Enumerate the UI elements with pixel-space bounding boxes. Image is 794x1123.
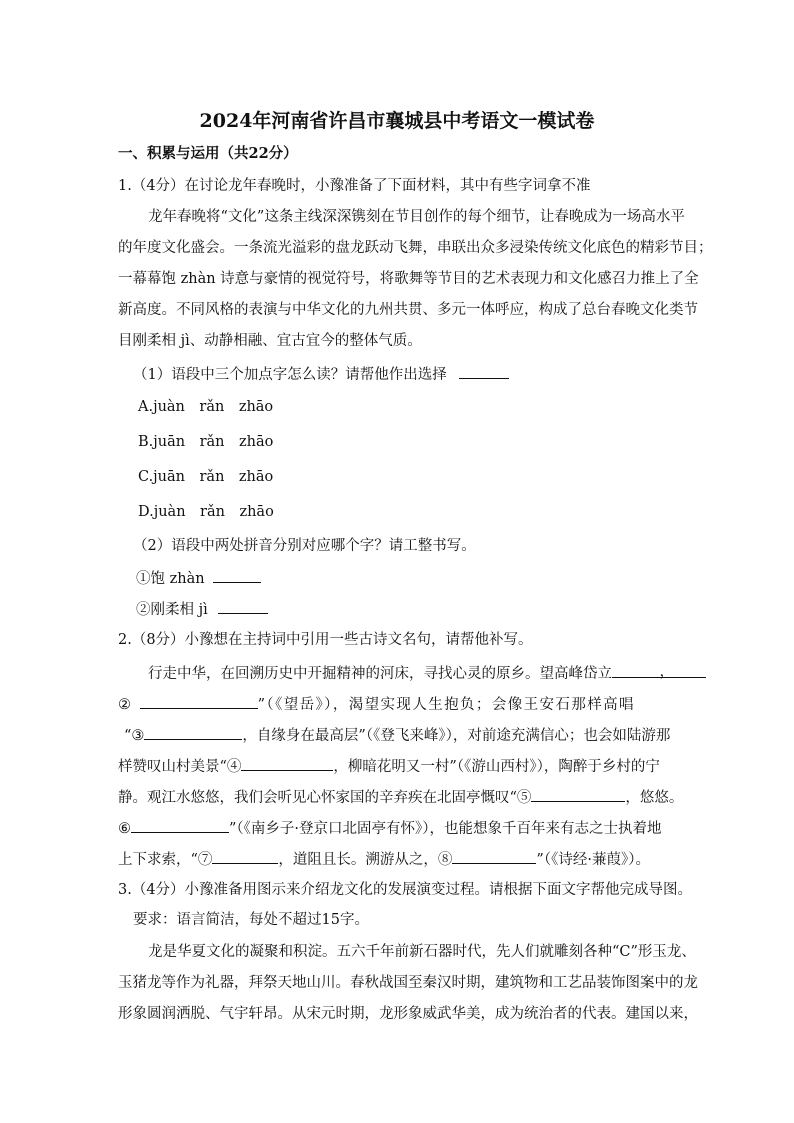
q2-line-2-text: ”（《望岳》），渴望实现人生抱负；会像王安石那样高唱 — [257, 697, 635, 713]
q2-blank-6[interactable] — [131, 817, 229, 833]
q2-line-4 — [118, 755, 660, 777]
q1-blank-1-label: ①饱 zhàn — [136, 571, 205, 587]
q1-blank-2[interactable] — [218, 598, 268, 614]
q1-sub1-answer-blank[interactable] — [459, 363, 509, 379]
q2-blank-2[interactable] — [140, 693, 258, 709]
q1-sub-question-2: （2）语段中两处拼音分别对应哪个字？请工整书写。 — [133, 538, 476, 554]
q1-passage-line-4: 新高度。不同风格的表演与中华文化的九州共贯、多元一体呼应，构成了总台春晚文化类节 — [118, 302, 698, 318]
q2-line-3-text: ，自缘身在最高层”（《登飞来峰》），对前途充满信心；也会如陆游那 — [242, 728, 671, 744]
q2-line-6-text: ”（《南乡子·登京口北固亭有怀》），也能想象千百年来有志之士执着地 — [229, 821, 662, 837]
q2-line-3 — [124, 724, 670, 746]
q1-blank-2-row — [136, 598, 268, 620]
q2-line-2-num: ② — [118, 697, 131, 713]
q1-option-d[interactable]: D.juàn rǎn zhāo — [138, 504, 274, 520]
q2-line-3-num: “③ — [124, 728, 145, 744]
q2-line-1-text: 行走中华，在回溯历史中开掘精神的河床，寻找心灵的原乡。望高峰岱立 — [148, 666, 612, 682]
exam-title: 2024年河南省许昌市襄城县中考语文一模试卷 — [199, 110, 595, 132]
q2-line-1: 行走中华，在回溯历史中开掘精神的河床，寻找心灵的原乡。望高峰岱立 ， — [148, 662, 674, 684]
section-heading: 一、积累与运用（共22分） — [118, 145, 298, 162]
q2-blank-4[interactable] — [241, 755, 333, 771]
q1-blank-1-row — [136, 567, 261, 589]
q2-line-5 — [118, 786, 683, 808]
q1-sub1-text: （1）语段中三个加点字怎么读？请帮他作出选择 — [133, 367, 447, 383]
q2-blank-7[interactable] — [212, 848, 278, 864]
q2-line-5-text-b: ，悠悠。 — [625, 790, 684, 806]
q3-passage-line-1: 龙是华夏文化的凝聚和积淀。五六千年前新石器时代，先人们就雕刻各种“C”形玉龙、 — [148, 944, 696, 960]
q3-passage-line-2: 玉猪龙等作为礼器，拜祭天地山川。春秋战国至秦汉时期，建筑物和工艺品装饰图案中的龙 — [118, 975, 698, 991]
q1-passage-line-3: 一幕幕饱 zhàn 诗意与豪情的视觉符号，将歌舞等节目的艺术表现力和文化感召力推上了全 — [118, 271, 699, 287]
q2-line-6 — [118, 817, 662, 839]
q2-blank-8[interactable] — [452, 848, 536, 864]
q1-sub-question-1 — [133, 363, 509, 385]
q2-line-5-text-a: 静。观江水悠悠，我们会听见心怀家国的辛弃疾在北固亭慨叹“⑤ — [118, 790, 532, 806]
q1-option-b[interactable]: B.juān rǎn zhāo — [138, 434, 274, 450]
q1-passage-line-5: 目刚柔相 jì、动静相融、宜古宜今的整体气质。 — [118, 333, 422, 349]
q2-line-7-text-b: ，道阻且长。溯游从之，⑧ — [278, 852, 453, 868]
q1-blank-2-label: ②刚柔相 jì — [136, 602, 208, 618]
q1-blank-1[interactable] — [213, 567, 261, 583]
question-2-stem: 2.（8分）小豫想在主持词中引用一些古诗文名句，请帮他补写。 — [118, 632, 533, 648]
q1-option-a[interactable]: A.juàn rǎn zhāo — [138, 399, 274, 415]
q3-requirement: 要求：语言简洁，每处不超过15字。 — [133, 912, 369, 928]
q1-option-c[interactable]: C.juān rǎn zhāo — [138, 469, 274, 485]
q1-passage-line-2: 的年度文化盛会。一条流光溢彩的盘龙跃动飞舞，串联出众多浸染传统文化底色的精彩节目； — [118, 240, 713, 256]
q1-passage-line-1: 龙年春晚将“文化”这条主线深深镌刻在节目创作的每个细节，让春晚成为一场高水平 — [148, 209, 685, 225]
q2-line-6-num: ⑥ — [118, 821, 131, 837]
question-1-stem: 1.（4分）在讨论龙年春晚时，小豫准备了下面材料，其中有些字词拿不准 — [118, 178, 591, 194]
question-3-stem: 3.（4分）小豫准备用图示来介绍龙文化的发展演变过程。请根据下面文字帮他完成导图。 — [118, 882, 693, 898]
q2-blank-5[interactable] — [531, 786, 625, 802]
q2-line-4-text-b: ，柳暗花明又一村”（《游山西村》），陶醉于乡村的宁 — [333, 759, 660, 775]
q3-passage-line-3: 形象圆润洒脱、气宇轩昂。从宋元时期，龙形象威武华美，成为统治者的代表。建国以来， — [118, 1006, 698, 1022]
q2-blank-3[interactable] — [144, 724, 242, 740]
q2-line-2 — [118, 693, 635, 715]
q2-line-7-text-a: 上下求索，“⑦ — [118, 852, 213, 868]
q2-line-7 — [118, 848, 650, 870]
q2-line-4-text-a: 样赞叹山村美景“④ — [118, 759, 242, 775]
q2-line-7-text-c: ”（《诗经·蒹葭》）。 — [536, 852, 650, 868]
